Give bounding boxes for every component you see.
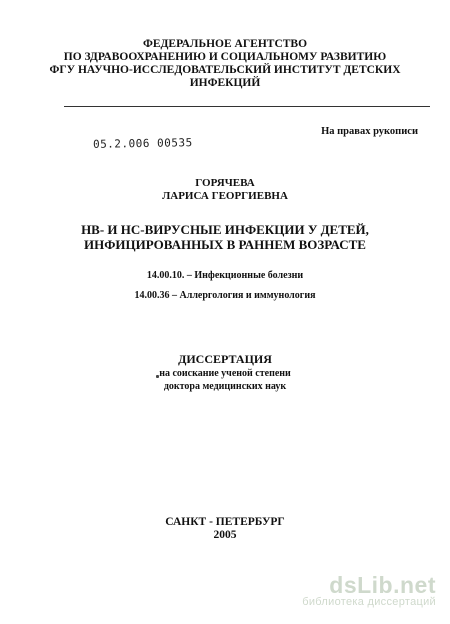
site-watermark bbox=[266, 572, 436, 608]
title-line-2: ИНФИЦИРОВАННЫХ В РАННЕМ ВОЗРАСТЕ bbox=[84, 237, 366, 252]
header-line-4: ИНФЕКЦИЙ bbox=[189, 77, 261, 89]
institution-header bbox=[0, 38, 450, 90]
place-year bbox=[0, 516, 450, 542]
specialty-2: 14.00.36 – Аллергология и иммунология bbox=[134, 290, 316, 301]
header-line-2: ПО ЗДРАВООХРАНЕНИЮ И СОЦИАЛЬНОМУ РАЗВИТИЮ bbox=[63, 51, 387, 63]
title-line-1: HB- И HC-ВИРУСНЫЕ ИНФЕКЦИИ У ДЕТЕЙ, bbox=[81, 222, 369, 237]
manuscript-rights-note: На правах рукописи bbox=[321, 126, 418, 137]
degree-line-1: на соискание ученой степени bbox=[159, 368, 291, 379]
dissertation-title bbox=[0, 222, 450, 252]
document-type-heading: ДИССЕРТАЦИЯ bbox=[178, 352, 272, 366]
author-block bbox=[0, 177, 450, 203]
header-line-1: ФЕДЕРАЛЬНОЕ АГЕНТСТВО bbox=[142, 38, 308, 50]
header-divider bbox=[64, 106, 430, 107]
header-line-3: ФГУ НАУЧНО-ИССЛЕДОВАТЕЛЬСКИЙ ИНСТИТУТ ДЕТСКИХ bbox=[49, 64, 401, 76]
specialty-1: 14.00.10. – Инфекционные болезни bbox=[146, 270, 304, 281]
watermark-logo: dsLib.net bbox=[329, 572, 436, 598]
city-name: САНКТ - ПЕТЕРБУРГ bbox=[165, 516, 285, 528]
library-stamp: 05.2.006 00535 bbox=[92, 136, 193, 151]
degree-line-2: доктора медицинских наук bbox=[163, 381, 287, 392]
watermark-tagline: библиотека диссертаций bbox=[302, 596, 436, 608]
year: 2005 bbox=[213, 529, 237, 541]
degree-statement bbox=[0, 367, 450, 393]
author-surname: ГОРЯЧЕВА bbox=[195, 177, 255, 189]
author-given-name: ЛАРИСА ГЕОРГИЕВНА bbox=[162, 190, 288, 202]
